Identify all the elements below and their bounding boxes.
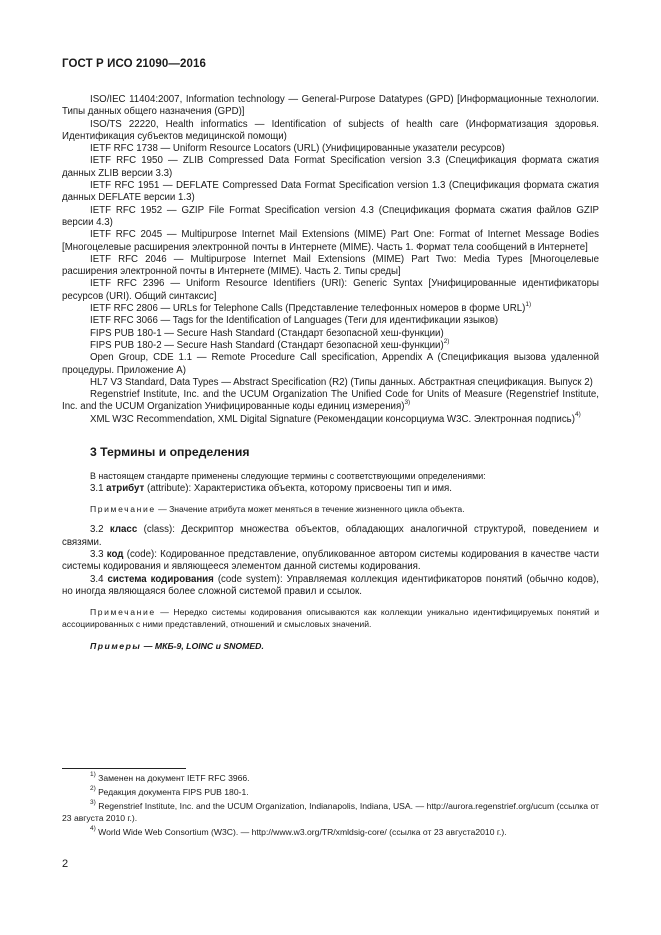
- term-number: 3.4: [90, 573, 104, 585]
- footnote-mark: 1): [90, 771, 96, 779]
- reference-item: IETF RFC 2396 — Uniform Resource Identifiers (URI): Generic Syntax [Унифицированные идентификаторы ресурсов (URI). Общий синтаксис]: [62, 278, 599, 302]
- footnote-mark: 4): [574, 411, 581, 419]
- reference-text: Regenstrief Institute, Inc. and the UCUM Organization The Unified Code for Units of Measure (Regenstrief Institute, Inc. and the UCUM Organization Унифицированные коды единиц измерения): [62, 389, 599, 413]
- reference-item: [62, 411, 599, 426]
- footnotes: [62, 772, 599, 840]
- reference-item: FIPS PUB 180-1 — Secure Hash Standard (Стандарт безопасной хеш-функции): [90, 327, 444, 339]
- reference-item: IETF RFC 1738 — Uniform Resource Locators (URL) (Унифицированные указатели ресурсов): [90, 143, 505, 155]
- note: [62, 607, 599, 630]
- term-definition: (code): Кодированное представление, опубликованное автором системы кодирования в качестве части системы кодирования и являющееся элементом данной системы кодирования.: [62, 549, 599, 573]
- footnote-text: Редакция документа FIPS PUB 180-1.: [98, 787, 249, 797]
- footnote-item: [62, 826, 599, 838]
- term-definition: (attribute): Характеристика объекта, которому присвоены тип и имя.: [147, 482, 452, 494]
- term-name: атрибут: [106, 482, 145, 494]
- footnote-item: [62, 772, 599, 784]
- note-text: — Значение атрибута может меняться в течение жизненного цикла объекта.: [155, 503, 465, 514]
- reference-item: [62, 389, 599, 414]
- definition-class: [62, 524, 599, 549]
- note-text: — Нередко системы кодирования описываются как коллекции уникально идентифицируемых понятий и ассоциированных с ними представлений, отношений и смысловых значений.: [62, 607, 599, 629]
- footnote-text: World Wide Web Consortium (W3C). — http://www.w3.org/TR/xmldsig-core/ (ссылка от 23 августа2010 г.).: [98, 827, 507, 837]
- reference-item: HL7 V3 Standard, Data Types — Abstract Specification (R2) (Типы данных. Абстрактная спецификация. Выпуск 2): [90, 376, 593, 388]
- reference-text: XML W3C Recommendation, XML Digital Signature (Рекомендации консорциума W3C. Электронная подпись): [90, 413, 575, 425]
- examples: [62, 640, 599, 652]
- footnote-mark: 1): [525, 300, 532, 308]
- page-header-standard: ГОСТ Р ИСО 21090—2016: [62, 58, 207, 70]
- term-definition: (code system): Управляемая коллекция идентификаторов понятий (обычно кодов), но иногда являющаяся более сложной системой правил и ссылок.: [62, 573, 599, 597]
- definition-code: [62, 549, 599, 574]
- definition-attribute: [62, 483, 599, 495]
- section-intro: В настоящем стандарте применены следующие термины с соответствующими определениями:: [90, 471, 486, 482]
- reference-item: ISO/IEC 11404:2007, Information technology — General-Purpose Datatypes (GPD) [Информационные технологии. Типы данных общего назначения (GPD)]: [62, 94, 599, 118]
- term-name: класс: [109, 524, 138, 536]
- note-label: Примечание: [90, 607, 156, 618]
- reference-item: Open Group, CDE 1.1 — Remote Procedure Call specification, Appendix A (Спецификация вызова удаленной процедуры. Приложение А): [62, 352, 599, 376]
- document-body: [62, 94, 599, 652]
- reference-item: ISO/TS 22220, Health informatics — Identification of subjects of health care (Информатизация здоровья. Идентификация субъектов медицинской помощи): [62, 118, 599, 142]
- footnote-item: [62, 800, 599, 824]
- normative-references-list: [62, 94, 599, 426]
- section-heading: 3 Термины и определения: [90, 445, 250, 460]
- note-label: Примечание: [90, 503, 156, 514]
- footnote-text: Regenstrief Institute, Inc. and the UCUM Organization, Indianapolis, Indiana, USA. — http://aurora.regenstrief.org/ucum (ссылка от 23 августа 2010 г.).: [62, 801, 599, 823]
- term-number: 3.3: [90, 549, 104, 560]
- term-definition: (class): Дескриптор множества объектов, обладающих аналогичной структурой, поведением и связями.: [62, 524, 599, 548]
- examples-text: — МКБ-9, LOINC и SNOMED.: [141, 641, 264, 652]
- reference-item: [62, 300, 599, 315]
- note: [62, 504, 599, 516]
- definition-code-system: [62, 574, 599, 599]
- footnote-item: [62, 786, 599, 798]
- term-number: 3.2: [90, 524, 104, 536]
- examples-label: Примеры: [90, 641, 142, 652]
- reference-item: IETF RFC 1951 — DEFLATE Compressed Data Format Specification version 1.3 (Спецификация формата сжатия данных DEFLATE версии 1.3): [62, 180, 599, 204]
- footnote-mark: 4): [90, 825, 96, 833]
- footnote-text: Заменен на документ IETF RFC 3966.: [98, 773, 250, 783]
- footnote-divider: [62, 768, 186, 769]
- reference-text: IETF RFC 2806 — URLs for Telephone Calls (Представление телефонных номеров в форме URL): [90, 303, 526, 315]
- footnote-mark: 2): [90, 785, 96, 793]
- reference-item: IETF RFC 1952 — GZIP File Format Specification version 4.3 (Спецификация формата сжатия файлов GZIP версии 4.3): [62, 204, 599, 228]
- footnote-mark: 2): [443, 337, 450, 345]
- term-name: система кодирования: [107, 573, 214, 585]
- page-number: 2: [62, 858, 69, 870]
- reference-item: IETF RFC 1950 — ZLIB Compressed Data Format Specification version 3.3 (Спецификация формата сжатия данных ZLIB версии 3.3): [62, 155, 599, 179]
- reference-item: IETF RFC 3066 — Tags for the Identification of Languages (Теги для идентификации языков): [90, 315, 499, 327]
- reference-item: IETF RFC 2046 — Multipurpose Internet Mail Extensions (MIME) Part Two: Media Types [Многоцелевые расширения электронной почты в Интернете (MIME). Часть 2. Типы среды]: [62, 253, 599, 278]
- reference-item: [62, 337, 599, 352]
- term-name: код: [106, 549, 124, 560]
- reference-text: FIPS PUB 180-2 — Secure Hash Standard (Стандарт безопасной хеш-функции): [90, 339, 444, 351]
- reference-item: IETF RFC 2045 — Multipurpose Internet Mail Extensions (MIME) Part One: Format of Internet Message Bodies [Многоцелевые расширения электронной почты в Интернете (MIME). Часть 1. Формат тела сообщений в Интернете]: [62, 229, 599, 253]
- term-number: 3.1: [90, 482, 104, 494]
- footnote-mark: 3): [90, 799, 96, 807]
- footnote-mark: 3): [404, 399, 411, 407]
